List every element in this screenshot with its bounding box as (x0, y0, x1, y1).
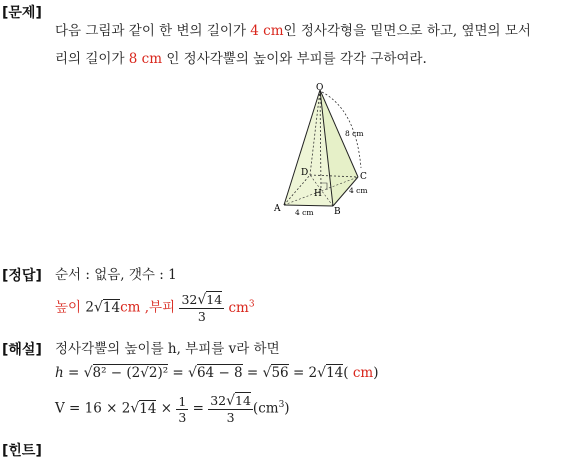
side-length: 4 cm (250, 23, 284, 39)
pyramid-figure (268, 80, 380, 220)
volume-label: ,부피 (144, 299, 176, 316)
problem-line-1 (55, 21, 531, 41)
vertex-label-c: C (360, 172, 367, 182)
height-label: 높이 (55, 299, 82, 316)
foot-label-h: H (314, 189, 322, 199)
vertex-label-o: O (316, 83, 324, 93)
problem-heading: [문제] (2, 5, 42, 21)
vertex-label-a: A (274, 204, 281, 214)
hint-heading: [힌트] (2, 443, 42, 459)
side-ab-length-label: 4 cm (295, 208, 314, 217)
edge-length-label: 8 cm (345, 129, 364, 138)
answer-order: 순서 : 없음, 갯수 : 1 (55, 267, 177, 283)
answer-values (55, 288, 255, 324)
answer-heading: [정답] (2, 268, 42, 284)
solution-line-1: 정사각뿔의 높이를 h, 부피를 v라 하면 (55, 341, 280, 357)
problem-text: 인 정사각형을 밑면으로 하고, 옆면의 모서 (283, 23, 531, 39)
side-bc-length-label: 4 cm (349, 186, 368, 195)
height-unit: cm (120, 299, 141, 316)
solution-volume-eq: V = 16 × 2√14 × $\frac{1}{3}$ = $\frac{32√14}{3}$ $(cm^3)$ (55, 393, 290, 425)
problem-text: 다음 그림과 같이 한 변의 길이가 (55, 23, 251, 39)
problem-text: 리의 길이가 (55, 51, 129, 67)
volume-unit: $cm^3$ (228, 299, 255, 316)
vertex-label-d: D (301, 168, 309, 178)
vertex-label-b: B (334, 207, 341, 217)
solution-height-eq: h = √8² − (2√2)² = √64 − 8 = √56 = 2√14( cm) (55, 365, 379, 381)
problem-text: 인 정사각뿔의 높이와 부피를 각각 구하여라. (162, 51, 427, 67)
edge-length: 8 cm (128, 51, 163, 67)
solution-heading: [해설] (2, 342, 42, 358)
problem-line-2 (55, 49, 427, 69)
height-value: 2√14 (85, 299, 121, 316)
volume-fraction: $\frac{32√14}{3}$ (181, 292, 223, 324)
